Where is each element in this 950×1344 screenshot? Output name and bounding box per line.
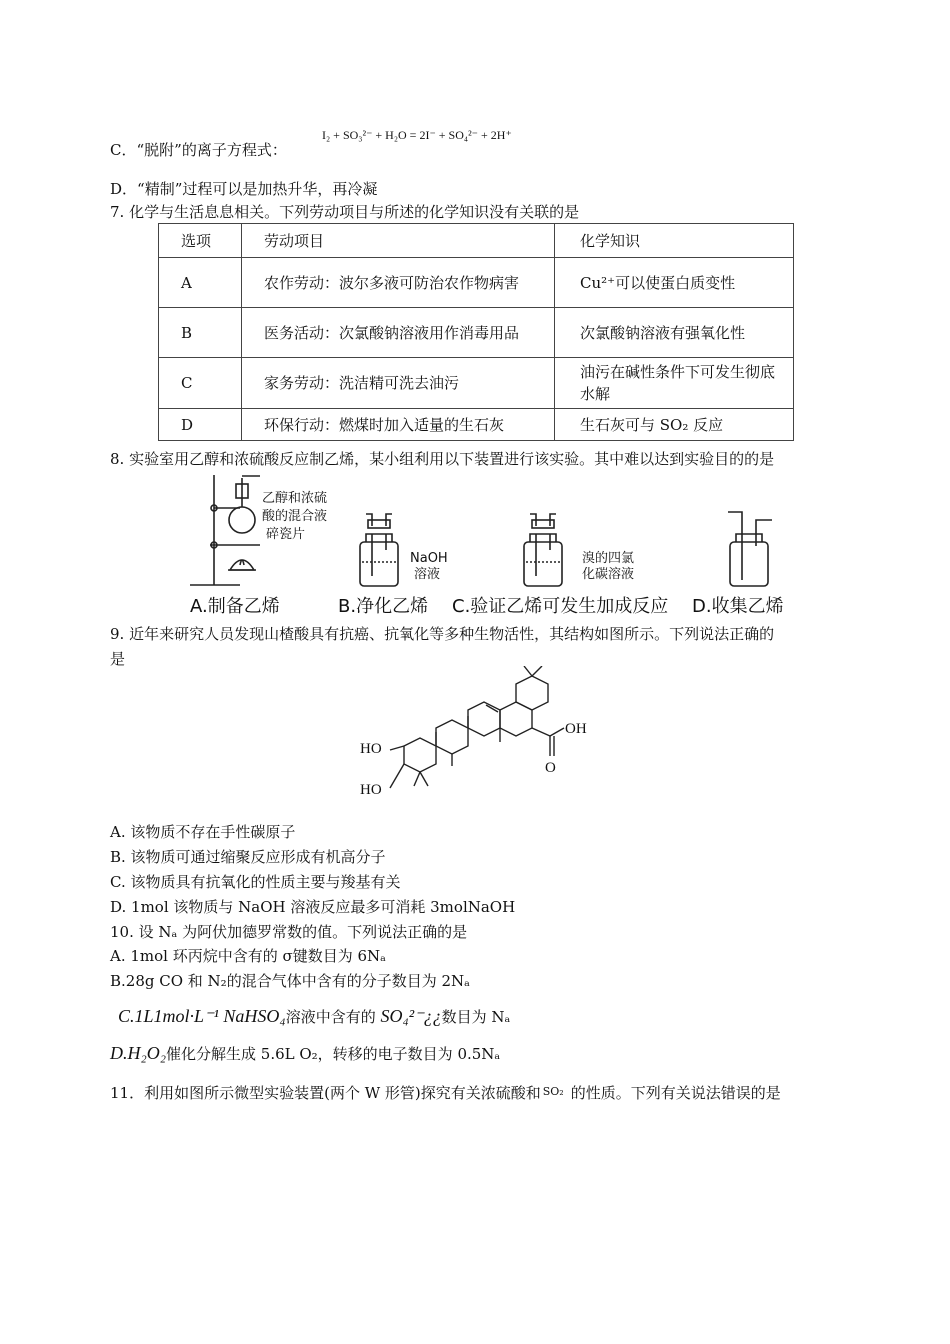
table-row (159, 409, 794, 441)
q9-option-a: A. 该物质不存在手性碳原子 (110, 823, 296, 841)
q9-stem-1: 9. 近年来研究人员发现山楂酸具有抗癌、抗氧化等多种生物活性，其结构如图所示。下列说法正确的 (110, 625, 775, 643)
q10-c-tail: 数目为 Nₐ (441, 1008, 511, 1026)
q10-c-text: 溶液中含有的 (285, 1008, 376, 1026)
label-mixture-1: 乙醇和浓硫 (262, 491, 328, 506)
row-option: D (159, 409, 242, 441)
label-mixture-2: 酸的混合液 (262, 509, 328, 524)
collection-bottle-icon (728, 512, 772, 586)
header-knowledge: 化学知识 (555, 224, 794, 258)
row-option: C (159, 358, 242, 409)
row-knowledge: 生石灰可与 SO₂ 反应 (555, 409, 794, 441)
q7-table (158, 223, 794, 441)
caption-b: B.净化乙烯 (338, 596, 429, 617)
q6-option-c (110, 140, 287, 160)
q10-c-math: C.1L1mol·L⁻¹ NaHSO₄ (118, 1006, 286, 1026)
q7-stem: 7. 化学与生活息息相关。下列劳动项目与所述的化学知识没有关联的是 (110, 203, 580, 221)
q10-option-c (118, 1006, 510, 1027)
q11-stem (110, 1083, 781, 1103)
wash-bottle-c-icon (524, 514, 562, 586)
label-bromine-2: 化碳溶液 (582, 567, 635, 582)
table-row (159, 358, 794, 409)
q10-stem: 10. 设 Nₐ 为阿伏加德罗常数的值。下列说法正确的是 (110, 923, 468, 941)
q10-d-math: D.H₂O₂ (110, 1043, 167, 1063)
molecular-structure (356, 666, 596, 814)
row-knowledge: 次氯酸钠溶液有强氧化性 (555, 308, 794, 358)
q6-equation: I₂ + SO₃²⁻ + H₂O = 2I⁻ + SO₄²⁻ + 2H⁺ (322, 128, 512, 142)
label-chips: 碎瓷片 (266, 527, 306, 542)
caption-a: A.制备乙烯 (190, 596, 280, 617)
q10-option-b: B.28g CO 和 N₂的混合气体中含有的分子数目为 2Nₐ (110, 972, 470, 990)
table-header-row (159, 224, 794, 258)
q9-option-c: C. 该物质具有抗氧化的性质主要与羧基有关 (110, 873, 401, 891)
q11-stem-pre: 11．利用如图所示微型实验装置(两个 W 形管)探究有关浓硫酸和 (110, 1084, 541, 1102)
row-labor: 家务劳动：洗洁精可洗去油污 (242, 358, 555, 409)
q6-option-c-text: C．“脱附”的离子方程式： (110, 141, 287, 159)
table-row (159, 258, 794, 308)
flask-apparatus-icon (190, 475, 260, 585)
row-labor: 医务活动：次氯酸钠溶液用作消毒用品 (242, 308, 555, 358)
struct-o: O (545, 760, 556, 776)
row-labor: 环保行动：燃煤时加入适量的生石灰 (242, 409, 555, 441)
row-option: B (159, 308, 242, 358)
label-naoh-2: 溶液 (414, 567, 441, 582)
row-knowledge: 油污在碱性条件下可发生彻底水解 (555, 358, 794, 409)
struct-ho-1: HO (360, 741, 382, 757)
struct-oh: OH (565, 721, 587, 737)
row-knowledge: Cu²⁺可以使蛋白质变性 (555, 258, 794, 308)
label-bromine-1: 溴的四氯 (582, 551, 635, 566)
q10-option-d (110, 1043, 500, 1064)
q6-option-d: D．“精制”过程可以是加热升华，再冷凝 (110, 180, 378, 198)
q9-option-d: D. 1mol 该物质与 NaOH 溶液反应最多可消耗 3molNaOH (110, 898, 516, 916)
q11-so2: SO₂ (542, 1085, 564, 1098)
caption-c: C.验证乙烯可发生加成反应 (452, 596, 669, 617)
wash-bottle-b-icon (360, 514, 398, 586)
row-labor: 农作劳动：波尔多液可防治农作物病害 (242, 258, 555, 308)
q9-option-b: B. 该物质可通过缩聚反应形成有机高分子 (110, 848, 386, 866)
label-naoh-1: NaOH (410, 551, 448, 566)
table-row (159, 308, 794, 358)
q11-stem-post: 的性质。下列有关说法错误的是 (570, 1084, 781, 1102)
q8-stem: 8. 实验室用乙醇和浓硫酸反应制乙烯，某小组利用以下装置进行该实验。其中难以达到实验目的的是 (110, 450, 775, 468)
row-option: A (159, 258, 242, 308)
caption-d: D.收集乙烯 (692, 596, 784, 617)
header-option: 选项 (159, 224, 242, 258)
q10-option-a: A. 1mol 环丙烷中含有的 σ键数目为 6Nₐ (110, 947, 386, 965)
q10-d-text: 催化分解生成 5.6L O₂，转移的电子数目为 0.5Nₐ (166, 1045, 501, 1063)
header-labor: 劳动项目 (242, 224, 555, 258)
struct-ho-2: HO (360, 782, 382, 798)
q10-c-ion: SO₄²⁻¿¿ (380, 1006, 442, 1026)
q9-stem-2: 是 (110, 650, 126, 668)
